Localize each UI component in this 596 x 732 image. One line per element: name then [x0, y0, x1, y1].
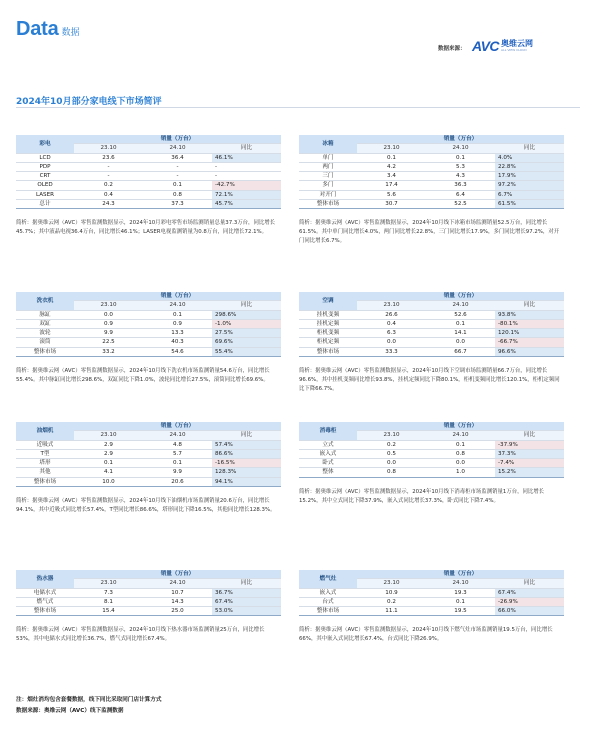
table-row [299, 468, 564, 477]
sales-table [299, 570, 564, 616]
logo-cn-text: 奥维云网 [501, 39, 534, 48]
col-header-2023: 23.10 [74, 144, 143, 153]
value-2024: 25.0 [143, 607, 212, 616]
value-yoy: 66.0% [495, 607, 564, 616]
col-header-yoy: 同比 [212, 144, 281, 153]
category-header: 彩电 [16, 135, 74, 153]
row-name: 总计 [16, 200, 74, 209]
value-2023: 10.9 [357, 588, 426, 597]
market-block [16, 135, 281, 237]
col-header-yoy: 同比 [212, 431, 281, 440]
value-2024: 6.4 [426, 190, 495, 199]
brand [16, 18, 80, 41]
value-2023: 0.2 [357, 440, 426, 449]
footnotes [16, 695, 161, 717]
value-yoy: 298.6% [212, 310, 281, 319]
value-yoy: - [212, 172, 281, 181]
value-2023: 2.9 [74, 449, 143, 458]
row-name: 双缸 [16, 319, 74, 328]
value-2023: 23.6 [74, 153, 143, 162]
value-2023: 0.4 [74, 190, 143, 199]
table-row [16, 477, 281, 486]
col-header-2023: 23.10 [357, 431, 426, 440]
sales-header: 销量（万台） [74, 135, 281, 144]
table-row [16, 190, 281, 199]
row-name: 嵌入式 [299, 449, 357, 458]
value-2024: 0.0 [426, 459, 495, 468]
row-name: 卧式 [299, 459, 357, 468]
row-name: OLED [16, 181, 74, 190]
avc-logo [472, 38, 533, 54]
value-2024: 36.4 [143, 153, 212, 162]
table-row [299, 588, 564, 597]
source-label: 数据来源： [438, 46, 466, 52]
value-2023: 7.3 [74, 588, 143, 597]
row-name: 嵌入式 [299, 588, 357, 597]
table-row [16, 329, 281, 338]
value-yoy: -7.4% [495, 459, 564, 468]
value-2023: - [74, 172, 143, 181]
value-yoy: 69.6% [212, 338, 281, 347]
value-yoy: 86.6% [212, 449, 281, 458]
footnote-source: 数据来源：奥维云网（AVC）线下监测数据 [16, 708, 124, 714]
market-block [299, 570, 564, 644]
value-2024: 0.8 [143, 190, 212, 199]
value-yoy: 36.7% [212, 588, 281, 597]
row-name: 整体市场 [16, 607, 74, 616]
col-header-2024: 24.10 [426, 301, 495, 310]
row-name: T型 [16, 449, 74, 458]
value-yoy: - [212, 162, 281, 171]
row-name: 挂机变频 [299, 310, 357, 319]
col-header-2023: 23.10 [357, 301, 426, 310]
table-row [299, 440, 564, 449]
row-name: 柜机定频 [299, 338, 357, 347]
value-2024: 1.0 [426, 468, 495, 477]
col-header-2023: 23.10 [357, 144, 426, 153]
category-header: 油烟机 [16, 422, 74, 440]
category-header: 洗衣机 [16, 292, 74, 310]
col-header-2024: 24.10 [143, 144, 212, 153]
table-row [16, 200, 281, 209]
table-row [16, 597, 281, 606]
row-name: 其他 [16, 468, 74, 477]
row-name: LASER [16, 190, 74, 199]
row-name: 对开门 [299, 190, 357, 199]
row-name: 立式 [299, 440, 357, 449]
col-header-2023: 23.10 [74, 431, 143, 440]
value-2024: 20.6 [143, 477, 212, 486]
table-row [299, 310, 564, 319]
table-row [299, 347, 564, 356]
table-row [299, 181, 564, 190]
value-2024: 0.1 [426, 153, 495, 162]
value-2024: 14.1 [426, 329, 495, 338]
value-2024: 0.0 [426, 338, 495, 347]
table-row [299, 153, 564, 162]
value-2023: 0.9 [74, 319, 143, 328]
value-2023: 6.3 [357, 329, 426, 338]
value-2023: 24.3 [74, 200, 143, 209]
value-2023: 10.0 [74, 477, 143, 486]
table-row [299, 200, 564, 209]
value-2023: 0.1 [74, 459, 143, 468]
col-header-2024: 24.10 [143, 431, 212, 440]
col-header-2023: 23.10 [357, 579, 426, 588]
value-2024: 54.6 [143, 347, 212, 356]
value-yoy: 37.3% [495, 449, 564, 458]
table-row [16, 588, 281, 597]
market-block [299, 422, 564, 506]
value-yoy: 72.1% [212, 190, 281, 199]
sales-header: 销量（万台） [357, 135, 564, 144]
value-2023: 0.5 [357, 449, 426, 458]
row-name: PDP [16, 162, 74, 171]
row-name: 整体市场 [16, 347, 74, 356]
page-title: 2024年10月部分家电线下市场简评 [16, 97, 162, 107]
value-2024: 40.3 [143, 338, 212, 347]
value-yoy: 6.7% [495, 190, 564, 199]
value-yoy: 22.8% [495, 162, 564, 171]
value-2024: 10.7 [143, 588, 212, 597]
col-header-2024: 24.10 [143, 301, 212, 310]
table-row [299, 607, 564, 616]
row-name: 电储水式 [16, 588, 74, 597]
row-name: 滚筒 [16, 338, 74, 347]
brand-title: Data [16, 18, 59, 40]
value-2024: 52.5 [426, 200, 495, 209]
value-yoy: 17.9% [495, 172, 564, 181]
col-header-2023: 23.10 [74, 301, 143, 310]
brand-subtitle: 数据 [61, 28, 80, 38]
value-yoy: 53.0% [212, 607, 281, 616]
value-2024: 5.3 [426, 162, 495, 171]
table-row [16, 172, 281, 181]
value-yoy: -37.9% [495, 440, 564, 449]
value-2024: 4.3 [426, 172, 495, 181]
col-header-yoy: 同比 [212, 301, 281, 310]
value-2023: 3.4 [357, 172, 426, 181]
value-yoy: 120.1% [495, 329, 564, 338]
analysis-text: 简析：据奥维云网（AVC）零售监测数据显示，2024年10月线下冰箱市场监测销量52.5万台，同比增长61.5%。其中单门同比增长4.0%，两门同比增长22.8%，三门同比增长17.9%，多门同比增长97.2%，对开门同比增长6.7%。 [299, 220, 560, 245]
sales-header: 销量（万台） [74, 422, 281, 431]
value-yoy: -66.7% [495, 338, 564, 347]
value-yoy: 94.1% [212, 477, 281, 486]
value-2023: 4.1 [74, 468, 143, 477]
col-header-yoy: 同比 [495, 431, 564, 440]
row-name: 整体市场 [299, 200, 357, 209]
market-block [16, 422, 281, 515]
market-block [299, 292, 564, 394]
table-row [299, 162, 564, 171]
value-2024: 0.1 [426, 440, 495, 449]
value-2023: 0.0 [74, 310, 143, 319]
col-header-yoy: 同比 [495, 579, 564, 588]
sales-header: 销量（万台） [357, 292, 564, 301]
value-2023: 22.5 [74, 338, 143, 347]
value-2024: - [143, 162, 212, 171]
col-header-yoy: 同比 [212, 579, 281, 588]
table-row [299, 338, 564, 347]
row-name: 挂机定频 [299, 319, 357, 328]
value-2023: 0.0 [357, 338, 426, 347]
value-2024: 0.1 [143, 310, 212, 319]
logo-en-text: ALL VIEW CLOUD [501, 48, 527, 52]
table-row [16, 449, 281, 458]
table-row [299, 459, 564, 468]
value-yoy: 46.1% [212, 153, 281, 162]
analysis-text: 简析：据奥维云网（AVC）零售监测数据显示，2024年10月彩电零售市场监测销量总量37.3万台，同比增长45.7%；其中液晶电视36.4万台，同比增长46.1%；LASER电视监测销量为0.8万台，同比增长72.1%。 [16, 220, 276, 236]
value-yoy: 15.2% [495, 468, 564, 477]
row-name: 单门 [299, 153, 357, 162]
table-row [299, 597, 564, 606]
value-2024: 52.6 [426, 310, 495, 319]
table-row [16, 347, 281, 356]
value-2023: 15.4 [74, 607, 143, 616]
table-row [16, 181, 281, 190]
sales-table [299, 292, 564, 357]
value-yoy: 4.0% [495, 153, 564, 162]
row-name: 三门 [299, 172, 357, 181]
analysis-text: 简析：据奥维云网（AVC）零售监测数据显示，2024年10月线下热水器市场监测销量25万台，同比增长53%，其中电储水式同比增长36.7%，燃气式同比增长67.4%。 [16, 627, 265, 643]
sales-header: 销量（万台） [357, 422, 564, 431]
value-2024: 66.7 [426, 347, 495, 356]
value-2023: - [74, 162, 143, 171]
value-2024: 5.7 [143, 449, 212, 458]
analysis-text: 简析：据奥维云网（AVC）零售监测数据显示，2024年10月线下油烟机市场监测销量20.6万台，同比增长94.1%，其中近吸式同比增长57.4%，T型同比增长86.6%，塔形同比下降16.5%，其他同比增长128.3%。 [16, 498, 276, 514]
value-2024: 0.1 [143, 181, 212, 190]
value-yoy: -80.1% [495, 319, 564, 328]
value-2024: 19.5 [426, 607, 495, 616]
value-yoy: -16.5% [212, 459, 281, 468]
row-name: 整体市场 [299, 347, 357, 356]
page-header [0, 0, 596, 70]
table-row [299, 172, 564, 181]
table-row [16, 468, 281, 477]
footnote-methodology: 注：烟灶消均包含套餐数据，线下同比采取同门店计算方式 [16, 697, 162, 703]
value-yoy: -1.0% [212, 319, 281, 328]
market-block [16, 570, 281, 644]
col-header-2024: 24.10 [426, 579, 495, 588]
row-name: 整体 [299, 468, 357, 477]
value-2023: 0.1 [357, 153, 426, 162]
row-name: 整体市场 [299, 607, 357, 616]
value-yoy: 93.8% [495, 310, 564, 319]
category-header: 空调 [299, 292, 357, 310]
col-header-2023: 23.10 [74, 579, 143, 588]
value-yoy: 61.5% [495, 200, 564, 209]
logo-avc-text: AVC [472, 38, 500, 54]
col-header-2024: 24.10 [426, 431, 495, 440]
table-row [299, 319, 564, 328]
row-name: 脉缸 [16, 310, 74, 319]
value-2023: 30.7 [357, 200, 426, 209]
value-2023: 33.3 [357, 347, 426, 356]
table-row [16, 319, 281, 328]
col-header-2024: 24.10 [426, 144, 495, 153]
market-block [16, 292, 281, 385]
value-yoy: 57.4% [212, 440, 281, 449]
value-yoy: -42.7% [212, 181, 281, 190]
value-2024: - [143, 172, 212, 181]
sales-table [16, 292, 281, 357]
row-name: 近吸式 [16, 440, 74, 449]
value-yoy: 45.7% [212, 200, 281, 209]
sales-table [16, 422, 281, 487]
title-divider [16, 107, 580, 108]
row-name: 两门 [299, 162, 357, 171]
sales-header: 销量（万台） [357, 570, 564, 579]
table-row [16, 162, 281, 171]
value-2023: 0.0 [357, 459, 426, 468]
table-row [16, 459, 281, 468]
value-2023: 17.4 [357, 181, 426, 190]
sales-header: 销量（万台） [74, 570, 281, 579]
analysis-text: 简析：据奥维云网（AVC）零售监测数据显示，2024年10月线下燃气灶市场监测销量19.5万台，同比增长66%，其中嵌入式同比增长67.4%，台式同比下降26.9%。 [299, 627, 553, 643]
value-2023: 0.2 [357, 597, 426, 606]
row-name: 整体市场 [16, 477, 74, 486]
value-yoy: 55.4% [212, 347, 281, 356]
table-row [299, 449, 564, 458]
row-name: 波轮 [16, 329, 74, 338]
value-2024: 9.9 [143, 468, 212, 477]
category-header: 消毒柜 [299, 422, 357, 440]
value-yoy: 128.3% [212, 468, 281, 477]
value-2023: 33.2 [74, 347, 143, 356]
sales-table [299, 422, 564, 478]
value-2023: 9.9 [74, 329, 143, 338]
value-2023: 26.6 [357, 310, 426, 319]
category-header: 冰箱 [299, 135, 357, 153]
value-2023: 2.9 [74, 440, 143, 449]
analysis-text: 简析：据奥维云网（AVC）零售监测数据显示，2024年10月线下洗衣机市场监测销量54.6万台，同比增长55.4%。其中脉缸同比增长298.6%，双缸同比下降1.0%，波轮同比增长27.5%，滚筒同比增长69.6%。 [16, 368, 270, 384]
value-2024: 0.8 [426, 449, 495, 458]
value-2024: 0.1 [143, 459, 212, 468]
value-2023: 5.6 [357, 190, 426, 199]
value-2023: 4.2 [357, 162, 426, 171]
logo-cn-block [501, 40, 533, 52]
table-row [16, 440, 281, 449]
table-row [16, 338, 281, 347]
value-2024: 37.3 [143, 200, 212, 209]
table-row [16, 153, 281, 162]
value-2024: 19.3 [426, 588, 495, 597]
market-block [299, 135, 564, 246]
analysis-text: 简析：据奥维云网（AVC）零售监测数据显示，2024年10月线下消毒柜市场监测销量1万台，同比增长15.2%，其中立式同比下降37.9%，嵌入式同比增长37.3%，卧式同比下降7.4%。 [299, 488, 545, 504]
table-row [299, 329, 564, 338]
value-2024: 4.8 [143, 440, 212, 449]
value-2024: 13.3 [143, 329, 212, 338]
row-name: 台式 [299, 597, 357, 606]
value-2024: 14.3 [143, 597, 212, 606]
row-name: LCD [16, 153, 74, 162]
value-yoy: 27.5% [212, 329, 281, 338]
col-header-yoy: 同比 [495, 144, 564, 153]
value-2023: 0.4 [357, 319, 426, 328]
value-yoy: 67.4% [212, 597, 281, 606]
table-row [299, 190, 564, 199]
col-header-2024: 24.10 [143, 579, 212, 588]
value-yoy: 96.6% [495, 347, 564, 356]
value-yoy: -26.9% [495, 597, 564, 606]
value-2024: 0.1 [426, 597, 495, 606]
row-name: 多门 [299, 181, 357, 190]
sales-table [16, 135, 281, 209]
analysis-text: 简析：据奥维云网（AVC）零售监测数据显示，2024年10月线下空调市场监测销量66.7万台，同比增长96.6%，其中挂机变频同比增长93.8%，挂机定频同比下降80.1%，柜机变频同比增长120.1%，柜机定频同比下降66.7%。 [299, 368, 560, 393]
row-name: CRT [16, 172, 74, 181]
table-row [16, 607, 281, 616]
row-name: 燃气式 [16, 597, 74, 606]
value-2024: 0.1 [426, 319, 495, 328]
value-2024: 36.3 [426, 181, 495, 190]
value-yoy: 67.4% [495, 588, 564, 597]
value-2024: 0.9 [143, 319, 212, 328]
sales-table [16, 570, 281, 616]
category-header: 燃气灶 [299, 570, 357, 588]
row-name: 塔形 [16, 459, 74, 468]
table-row [16, 310, 281, 319]
value-2023: 8.1 [74, 597, 143, 606]
category-header: 热水器 [16, 570, 74, 588]
value-2023: 0.8 [357, 468, 426, 477]
sales-header: 销量（万台） [74, 292, 281, 301]
value-2023: 0.2 [74, 181, 143, 190]
value-2023: 11.1 [357, 607, 426, 616]
value-yoy: 97.2% [495, 181, 564, 190]
row-name: 柜机变频 [299, 329, 357, 338]
sales-table [299, 135, 564, 209]
col-header-yoy: 同比 [495, 301, 564, 310]
